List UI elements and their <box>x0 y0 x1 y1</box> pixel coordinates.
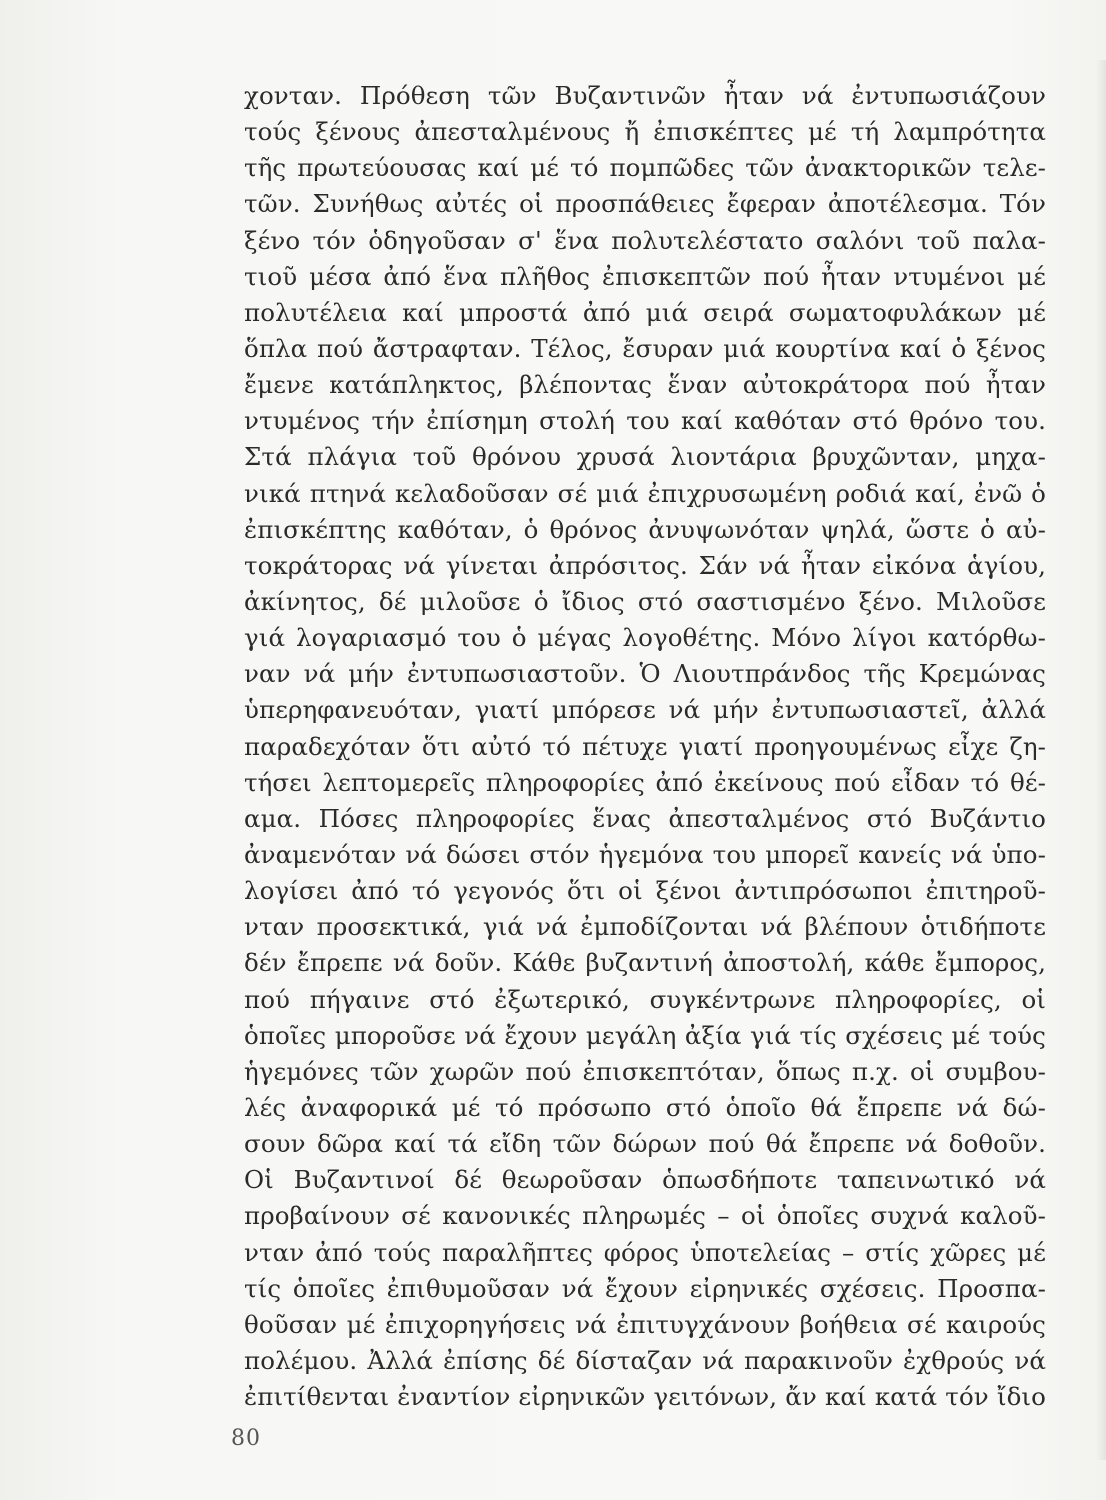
text-line: πολέμου. Ἀλλά ἐπίσης δέ δίσταζαν νά παρακινοῦν ἐχθρούς νά <box>244 1345 1046 1375</box>
text-line: τῆς πρωτεύουσας καί μέ τό πομπῶδες τῶν ἀνακτορικῶν τελε- <box>244 153 1046 183</box>
text-line: τοκράτορας νά γίνεται ἀπρόσιτος. Σάν νά ἦταν εἰκόνα ἁγίου, <box>244 550 1046 580</box>
text-line: θοῦσαν μέ ἐπιχορηγήσεις νά ἐπιτυγχάνουν βοήθεια σέ καιρούς <box>244 1309 1046 1339</box>
text-line: ἐπιτίθενται ἐναντίον εἰρηνικῶν γειτόνων, ἄν καί κατά τόν ἴδιο <box>244 1382 1046 1412</box>
text-line: δέν ἔπρεπε νά δοῦν. Κάθε βυζαντινή ἀποστολή, κάθε ἔμπορος, <box>244 948 1046 978</box>
text-line: τήσει λεπτομερεῖς πληροφορίες ἀπό ἐκείνους πού εἶδαν τό θέ- <box>244 767 1046 797</box>
text-line: ἀναμενόταν νά δώσει στόν ἡγεμόνα του μπορεῖ κανείς νά ὑπο- <box>244 839 1046 869</box>
text-line: αμα. Πόσες πληροφορίες ἕνας ἀπεσταλμένος στό Βυζάντιο <box>244 803 1046 833</box>
text-line: χονταν. Πρόθεση τῶν Βυζαντινῶν ἦταν νά ἐντυπωσιάζουν <box>244 81 1046 110</box>
text-line: προβαίνουν σέ κανονικές πληρωμές – οἱ ὁποῖες συχνά καλοῦ- <box>244 1201 1046 1231</box>
text-line: ὅπλα πού ἄστραφταν. Τέλος, ἔσυραν μιά κουρτίνα καί ὁ ξένος <box>244 333 1046 363</box>
text-line: τούς ξένους ἀπεσταλμένους ἤ ἐπισκέπτες μέ τή λαμπρότητα <box>244 117 1046 147</box>
text-line: σουν δῶρα καί τά εἴδη τῶν δώρων πού θά ἔπρεπε νά δοθοῦν. <box>244 1129 1046 1159</box>
text-line: ὑπερηφανευόταν, γιατί μπόρεσε νά μήν ἐντυπωσιαστεῖ, ἀλλά <box>244 695 1046 725</box>
text-line: ὁποῖες μποροῦσε νά ἔχουν μεγάλη ἀξία γιά τίς σχέσεις μέ τούς <box>244 1020 1046 1050</box>
text-line: λογίσει ἀπό τό γεγονός ὅτι οἱ ξένοι ἀντιπρόσωποι ἐπιτηροῦ- <box>244 876 1046 906</box>
text-line: νικά πτηνά κελαδοῦσαν σέ μιά ἐπιχρυσωμένη ροδιά καί, ἐνῶ ὁ <box>244 478 1046 508</box>
page-edge-shadow <box>1096 60 1106 1460</box>
text-line: πολυτέλεια καί μπροστά ἀπό μιά σειρά σωματοφυλάκων μέ <box>244 297 1046 327</box>
text-line: ἔμενε κατάπληκτος, βλέποντας ἕναν αὐτοκράτορα πού ἦταν <box>244 370 1046 400</box>
body-text <box>244 78 1046 1415</box>
text-line: λές ἀναφορικά μέ τό πρόσωπο στό ὁποῖο θά ἔπρεπε νά δώ- <box>244 1092 1046 1122</box>
text-line: ναν νά μήν ἐντυπωσιαστοῦν. Ὁ Λιουτπράνδος τῆς Κρεμώνας <box>244 659 1046 689</box>
text-line: ξένο τόν ὁδηγοῦσαν σ' ἕνα πολυτελέστατο σαλόνι τοῦ παλα- <box>244 225 1046 255</box>
text-line: Οἱ Βυζαντινοί δέ θεωροῦσαν ὁπωσδήποτε ταπεινωτικό νά <box>244 1165 1046 1195</box>
text-line: τῶν. Συνήθως αὐτές οἱ προσπάθειες ἔφεραν ἀποτέλεσμα. Τόν <box>244 189 1046 219</box>
text-line: γιά λογαριασμό του ὁ μέγας λογοθέτης. Μόνο λίγοι κατόρθω- <box>244 623 1046 653</box>
text-line: ἡγεμόνες τῶν χωρῶν πού ἐπισκεπτόταν, ὅπως π.χ. οἱ συμβου- <box>244 1056 1046 1086</box>
text-line: πού πήγαινε στό ἐξωτερικό, συγκέντρωνε πληροφορίες, οἱ <box>244 984 1046 1014</box>
text-line: ντυμένος τήν ἐπίσημη στολή του καί καθόταν στό θρόνο του. <box>244 406 1046 436</box>
text-line: ἐπισκέπτης καθόταν, ὁ θρόνος ἀνυψωνόταν ψηλά, ὥστε ὁ αὐ- <box>244 514 1046 544</box>
text-line: νταν προσεκτικά, γιά νά ἐμποδίζονται νά βλέπουν ὁτιδήποτε <box>244 912 1046 942</box>
text-line: νταν ἀπό τούς παραλῆπτες φόρος ὑποτελείας – στίς χῶρες μέ <box>244 1237 1046 1267</box>
text-line: ἀκίνητος, δέ μιλοῦσε ὁ ἴδιος στό σαστισμένο ξένο. Μιλοῦσε <box>244 586 1046 616</box>
text-line: τιοῦ μέσα ἀπό ἕνα πλῆθος ἐπισκεπτῶν πού ἦταν ντυμένοι μέ <box>244 261 1046 291</box>
text-line: Στά πλάγια τοῦ θρόνου χρυσά λιοντάρια βρυχῶνταν, μηχα- <box>244 442 1046 472</box>
text-line: τίς ὁποῖες ἐπιθυμοῦσαν νά ἔχουν εἰρηνικές σχέσεις. Προσπα- <box>244 1273 1046 1303</box>
text-line: παραδεχόταν ὅτι αὐτό τό πέτυχε γιατί προηγουμένως εἶχε ζη- <box>244 731 1046 761</box>
page-number: 80 <box>231 1426 261 1451</box>
